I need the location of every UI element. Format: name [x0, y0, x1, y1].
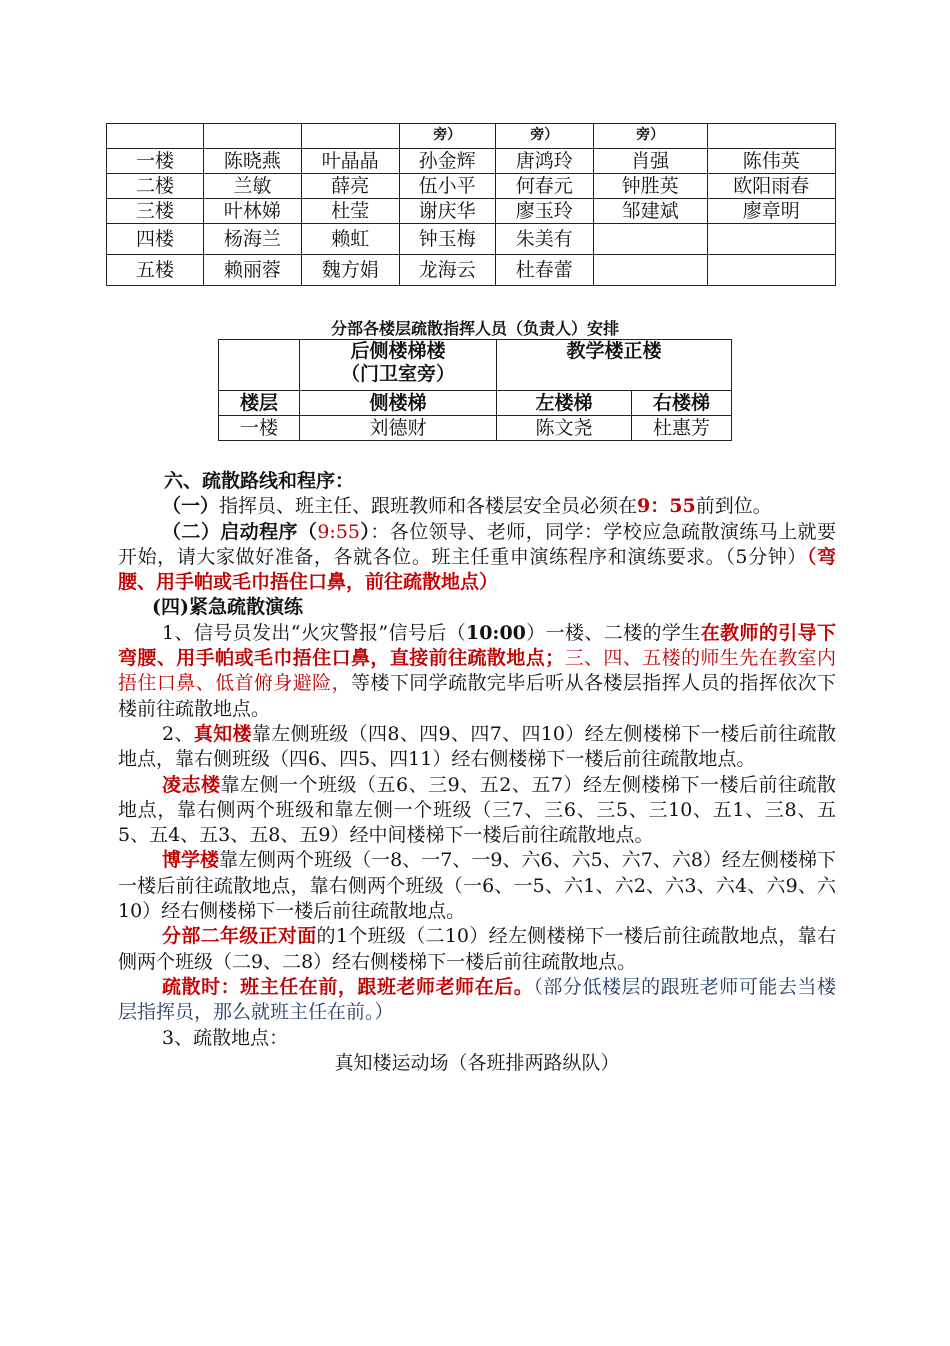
t2-head-left-stair: 左楼梯 [497, 391, 632, 416]
t1-name-cell: 邹建斌 [593, 199, 707, 224]
para-6 [118, 773, 836, 849]
para-10: 3、疏散地点： [162, 1026, 289, 1049]
t1-name-cell: 叶林娣 [203, 199, 301, 224]
para-8 [118, 924, 836, 975]
para-7 [118, 848, 836, 924]
p5-num: 2、 [162, 722, 194, 745]
p2-time: 9:55 [317, 520, 361, 543]
para-11: 真知楼运动场（各班排两路纵队） [334, 1051, 620, 1074]
para-4 [118, 621, 836, 722]
t1-header-cell: 旁） [593, 124, 707, 149]
t2-head-rear-stair-line2: （门卫室旁） [340, 363, 455, 385]
t1-name-cell: 朱美有 [495, 224, 593, 255]
t1-name-cell: 欧阳雨春 [707, 174, 836, 199]
t2-cell-left: 陈文尧 [497, 416, 632, 441]
t2-head-rear-stair [300, 340, 497, 391]
p7-text: 靠左侧两个班级（一8、一7、一9、六6、六5、六7、六8）经左侧楼梯下一楼后前往疏散地点，靠右侧两个班级（一6、一5、六1、六2、六3、六4、六9、六10）经右侧楼梯下一楼后前往疏散地点。 [118, 849, 836, 923]
p4-red: 在教师的引导下弯腰、用手帕或毛巾捂住口鼻，直接前往疏散地点； [118, 621, 836, 670]
t1-name-cell: 陈晓燕 [203, 149, 301, 174]
t1-name-cell: 肖强 [593, 149, 707, 174]
p5-building: 真知楼 [193, 722, 252, 745]
t1-header-cell [707, 124, 836, 149]
table-row [107, 149, 836, 174]
table2-caption: 分部各楼层疏散指挥人员（负责人）安排 [330, 319, 619, 338]
t1-floor-cell: 三楼 [107, 199, 204, 224]
t1-name-cell: 孙金辉 [399, 149, 495, 174]
p2-label: （二）启动程序（ [162, 520, 318, 543]
table-row [107, 174, 836, 199]
t1-name-cell: 赖丽蓉 [203, 255, 301, 286]
t1-name-cell [593, 255, 707, 286]
t1-name-cell: 廖章明 [707, 199, 836, 224]
p4-redn: 三、四、五楼的师生先在教室内捂住口鼻、低首俯身避险， [118, 647, 836, 695]
para-9 [118, 975, 836, 1026]
table-row [107, 199, 836, 224]
t1-name-cell: 杨海兰 [203, 224, 301, 255]
t2-cell-right: 杜惠芳 [632, 416, 732, 441]
t1-name-cell: 伍小平 [399, 174, 495, 199]
t1-header-cell: 旁） [495, 124, 593, 149]
p8-text: 的1个班级（二10）经左侧楼梯下一楼后前往疏散地点，靠右侧两个班级（二9、二8）经右侧楼梯下一楼后前往疏散地点。 [118, 925, 836, 973]
p1-label: （一） [162, 495, 220, 518]
t1-name-cell [593, 224, 707, 255]
t2-cell-floor: 一楼 [219, 416, 300, 441]
p2-red: （弯腰、用手帕或毛巾捂住口鼻，前往疏散地点） [118, 545, 836, 594]
t1-name-cell: 杜莹 [301, 199, 399, 224]
t1-name-cell: 唐鸿玲 [495, 149, 593, 174]
p5-text: 靠左侧班级（四8、四9、四7、四10）经左侧楼梯下一楼后前往疏散地点，靠右侧班级（四6、四5、四11）经右侧楼梯下一楼后前往疏散地点。 [118, 722, 836, 771]
t1-name-cell: 薛亮 [301, 174, 399, 199]
t1-floor-cell: 二楼 [107, 174, 204, 199]
t1-floor-cell: 五楼 [107, 255, 204, 286]
p4-text-a: 1、信号员发出“火灾警报”信号后（ [162, 621, 466, 644]
t1-name-cell: 魏方娟 [301, 255, 399, 286]
t2-cell-side: 刘德财 [300, 416, 497, 441]
t1-name-cell: 钟胜英 [593, 174, 707, 199]
t1-floor-cell: 四楼 [107, 224, 204, 255]
para-1 [118, 494, 836, 519]
t1-name-cell: 龙海云 [399, 255, 495, 286]
t2-head-right-stair: 右楼梯 [632, 391, 732, 416]
para-3: (四)紧急疏散演练 [152, 596, 303, 619]
t1-name-cell: 谢庆华 [399, 199, 495, 224]
t2-head-side-stair: 侧楼梯 [300, 391, 497, 416]
para-5 [118, 722, 836, 773]
evacuation-commander-table [218, 339, 732, 441]
table-row [107, 224, 836, 255]
p8-building: 分部二年级正对面 [162, 925, 317, 948]
evacuation-section [118, 469, 836, 1076]
t1-name-cell: 陈伟英 [707, 149, 836, 174]
p9-red: 疏散时：班主任在前，跟班老师老师在后。 [162, 975, 534, 998]
p1-end: 前到位。 [695, 495, 772, 518]
t1-name-cell: 钟玉梅 [399, 224, 495, 255]
section-title: 六、疏散路线和程序： [164, 470, 355, 492]
p2-close: ） [360, 520, 371, 543]
t1-header-cell [107, 124, 204, 149]
t1-header-cell [301, 124, 399, 149]
t2-head-floor: 楼层 [219, 391, 300, 416]
t1-name-cell [707, 255, 836, 286]
p4-text-b: ）一楼、二楼的学生 [525, 621, 701, 644]
p2-text: ：各位领导、老师，同学：学校应急疏散演练马上就要开始，请大家做好准备，各就各位。班主任重申演练程序和演练要求。（5分钟） [118, 520, 836, 568]
t1-name-cell: 廖玉玲 [495, 199, 593, 224]
floor-staff-table [106, 123, 836, 286]
p6-building: 凌志楼 [162, 773, 221, 796]
table-row [107, 255, 836, 286]
t2-empty-head [219, 340, 300, 391]
p7-building: 博学楼 [162, 849, 220, 872]
t2-head-rear-stair-line1: 后侧楼梯楼 [350, 340, 446, 362]
t1-name-cell: 叶晶晶 [301, 149, 399, 174]
p4-time: 10:00 [465, 621, 526, 644]
t1-name-cell [707, 224, 836, 255]
p1-time: 9：55 [637, 495, 696, 518]
t1-name-cell: 兰敏 [203, 174, 301, 199]
p1-text: 指挥员、班主任、跟班教师和各楼层安全员必须在 [219, 495, 638, 518]
p9-blue: （部分低楼层的跟班老师可能去当楼层指挥员，那么就班主任在前。） [118, 975, 836, 1024]
p6-text: 靠左侧一个班级（五6、三9、五2、五7）经左侧楼梯下一楼后前往疏散地点，靠右侧两个班级和靠左侧一个班级（三7、三6、三5、三10、五1、三8、五5、五4、五3、五8、五9）经中间楼梯下一楼后前往疏散地点。 [118, 773, 836, 847]
t1-header-cell [203, 124, 301, 149]
para-2 [118, 520, 836, 596]
t1-floor-cell: 一楼 [107, 149, 204, 174]
p4-text-c: 等楼下同学疏散完毕后听从各楼层指挥人员的指挥依次下楼前往疏散地点。 [118, 672, 836, 720]
t2-head-main-building: 教学楼正楼 [497, 340, 732, 391]
t1-header-cell: 旁） [399, 124, 495, 149]
t1-name-cell: 何春元 [495, 174, 593, 199]
t1-name-cell: 赖虹 [301, 224, 399, 255]
t1-name-cell: 杜春蕾 [495, 255, 593, 286]
